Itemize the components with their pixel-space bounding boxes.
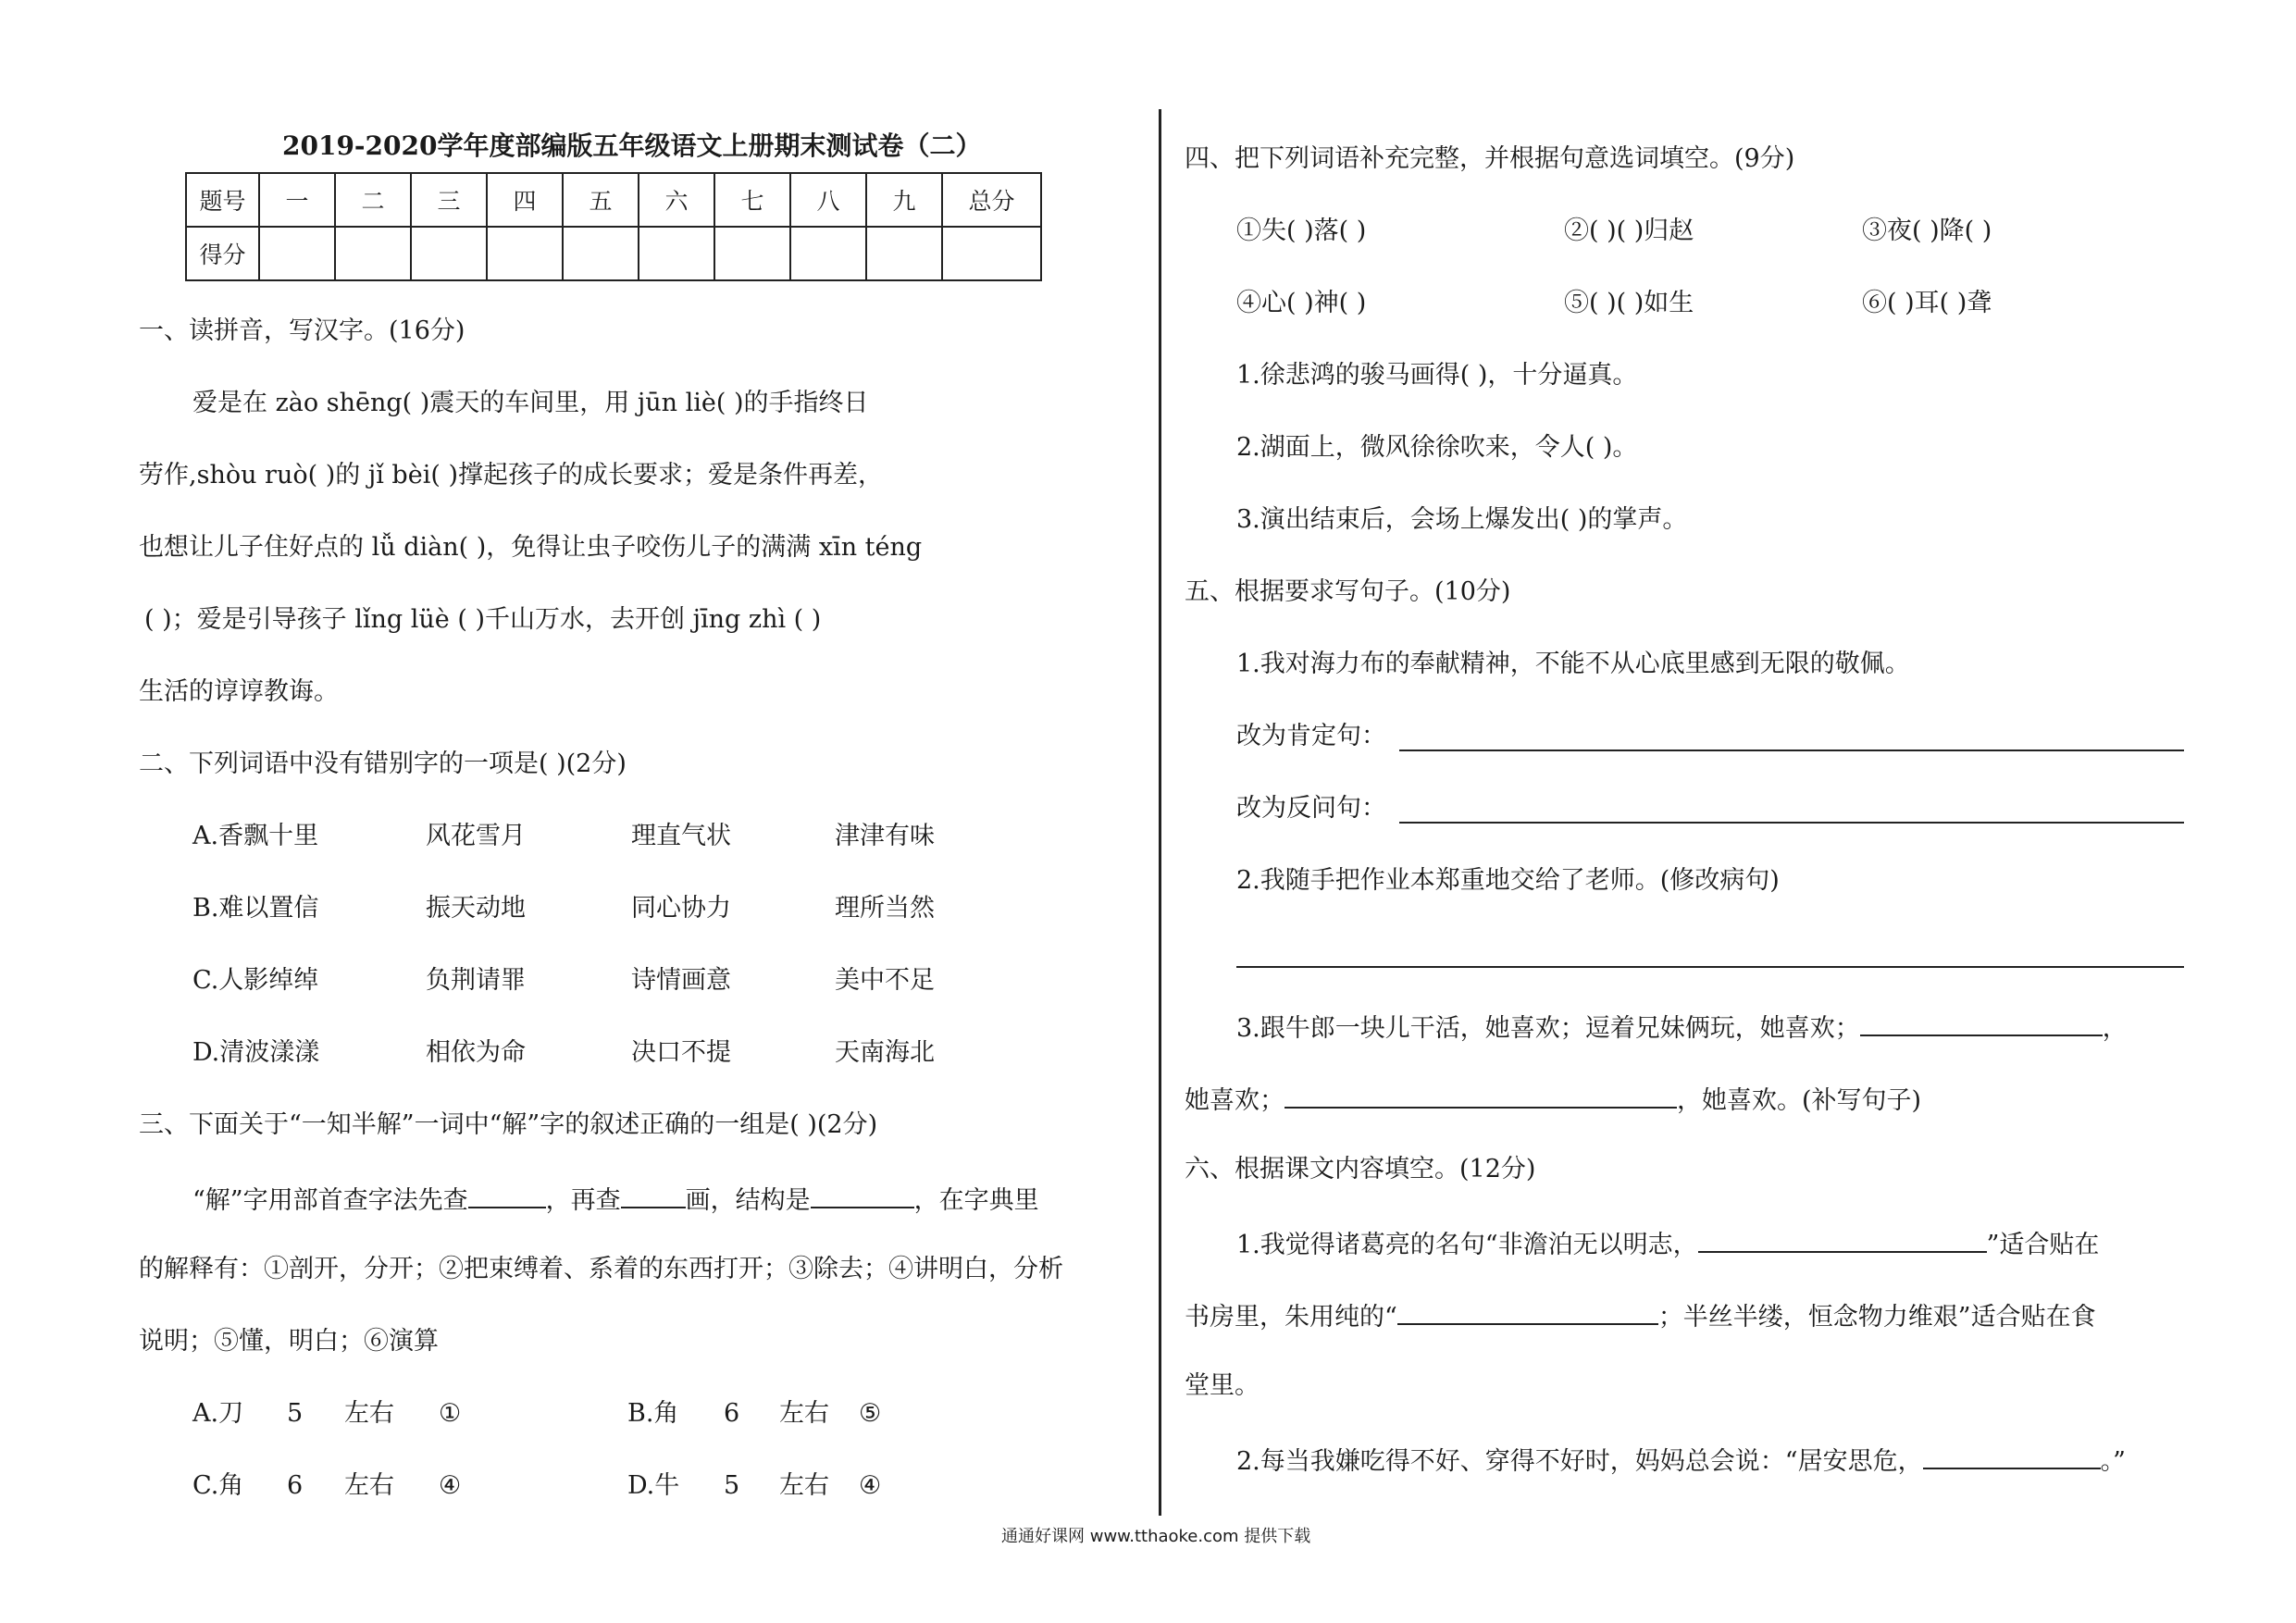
answer-blank[interactable] xyxy=(1923,1440,2101,1469)
s5-q3-text-c: 她喜欢； xyxy=(1185,1086,1285,1115)
score-table-score-row xyxy=(186,227,1041,280)
answer-blank[interactable] xyxy=(621,1179,686,1208)
answer-blank[interactable] xyxy=(811,1179,914,1208)
section-1-line-3: 也想让儿子住好点的 lǚ diàn( )，免得让虫子咬伤儿子的满满 xīn téng xyxy=(139,533,923,562)
score-col-2: 二 xyxy=(335,173,411,227)
section-2-heading: 二、下列词语中没有错别字的一项是( )(2分) xyxy=(139,750,627,778)
score-cell[interactable] xyxy=(714,227,790,280)
score-cell[interactable] xyxy=(487,227,563,280)
answer-line-rhetorical[interactable] xyxy=(1399,822,2184,824)
score-col-8: 八 xyxy=(790,173,866,227)
option-d-word-1: D.清波漾漾 xyxy=(192,1038,320,1067)
section-1-line-2: 劳作,shòu ruò( )的 jǐ bèi( )撑起孩子的成长要求；爱是条件再差， xyxy=(139,461,883,489)
option-b-word-2: 振天动地 xyxy=(426,894,526,923)
opt-b-structure: 左右 xyxy=(779,1399,829,1428)
opt-d-structure: 左右 xyxy=(779,1471,829,1500)
s4-item-4: ④心( )神( ) xyxy=(1236,289,1367,317)
s6-q1-text-b: ”适合贴在 xyxy=(1986,1231,2100,1259)
score-col-total: 总分 xyxy=(942,173,1041,227)
option-c-word-3: 诗情画意 xyxy=(631,966,731,995)
s3-text-a: “解”字用部首查字法先查 xyxy=(192,1186,468,1215)
opt-a-meaning: ① xyxy=(439,1399,462,1428)
s6-question-1-line-3: 堂里。 xyxy=(1185,1371,1260,1400)
s6-q1-text-a: 1.我觉得诸葛亮的名句“非澹泊无以明志， xyxy=(1236,1231,1698,1259)
score-table-header-row xyxy=(186,173,1041,227)
score-col-1: 一 xyxy=(259,173,335,227)
s4-question-2: 2.湖面上，微风徐徐吹来，令人( )。 xyxy=(1236,433,1638,462)
score-col-6: 六 xyxy=(639,173,714,227)
score-col-5: 五 xyxy=(563,173,639,227)
score-col-3: 三 xyxy=(411,173,487,227)
opt-a-structure: 左右 xyxy=(344,1399,394,1428)
score-cell[interactable] xyxy=(335,227,411,280)
score-header-label: 题号 xyxy=(186,173,259,227)
s5-q3-text-b: ， xyxy=(2102,1014,2128,1043)
s5-question-2: 2.我随手把作业本郑重地交给了老师。(修改病句) xyxy=(1236,866,1780,895)
score-col-4: 四 xyxy=(487,173,563,227)
answer-blank[interactable] xyxy=(1860,1007,2103,1036)
option-c-word-1: C.人影绰绰 xyxy=(192,966,319,995)
opt-b-meaning: ⑤ xyxy=(859,1399,882,1428)
section-3-line-1 xyxy=(192,1179,1039,1220)
s3-text-b: ，再查 xyxy=(545,1186,621,1215)
s5-question-1: 1.我对海力布的奉献精神，不能不从心底里感到无限的敬佩。 xyxy=(1236,650,1910,678)
section-1-line-5: 生活的谆谆教诲。 xyxy=(139,677,339,706)
s4-question-3: 3.演出结束后，会场上爆发出( )的掌声。 xyxy=(1236,505,1688,534)
option-d-word-3: 决口不提 xyxy=(631,1038,731,1067)
section-3-heading: 三、下面关于“一知半解”一词中“解”字的叙述正确的一组是( )(2分) xyxy=(139,1110,878,1139)
answer-line-affirmative[interactable] xyxy=(1399,750,2184,751)
opt-c-meaning: ④ xyxy=(439,1471,462,1500)
column-divider xyxy=(1159,109,1161,1516)
section-3-line-2: 的解释有：①剖开，分开；②把束缚着、系着的东西打开；③除去；④讲明白，分析 xyxy=(139,1255,1063,1283)
s5-q3-text-a: 3.跟牛郎一块儿干活，她喜欢；逗着兄妹俩玩，她喜欢； xyxy=(1236,1014,1860,1043)
option-d-word-2: 相依为命 xyxy=(426,1038,526,1067)
s6-question-1-line-2 xyxy=(1185,1295,2096,1336)
s5-question-3-line-1 xyxy=(1236,1007,2128,1047)
s4-item-5: ⑤( )( )如生 xyxy=(1564,289,1694,317)
s4-item-3: ③夜( )降( ) xyxy=(1862,217,1992,245)
option-b-word-1: B.难以置信 xyxy=(192,894,319,923)
s6-question-2 xyxy=(1236,1440,2126,1481)
opt-a-strokes: 5 xyxy=(287,1399,304,1428)
s5-q3-text-d: ，她喜欢。(补写句子) xyxy=(1677,1086,1922,1115)
s5-question-3-line-2 xyxy=(1185,1079,1921,1120)
option-a-word-4: 津津有味 xyxy=(835,822,935,850)
option-a-word-1: A.香飘十里 xyxy=(192,822,319,850)
score-cell[interactable] xyxy=(411,227,487,280)
page-title: 2019-2020学年度部编版五年级语文上册期末测试卷（二） xyxy=(282,130,982,161)
section-6-heading: 六、根据课文内容填空。(12分) xyxy=(1185,1155,1536,1183)
opt-c-structure: 左右 xyxy=(344,1471,394,1500)
opt-a-radical: A.刀 xyxy=(192,1399,244,1428)
option-a-word-2: 风花雪月 xyxy=(426,822,526,850)
s6-q1-text-c: 书房里，朱用纯的“ xyxy=(1185,1303,1397,1332)
score-col-7: 七 xyxy=(714,173,790,227)
s5-affirmative-label: 改为肯定句： xyxy=(1236,722,1386,750)
option-d-word-4: 天南海北 xyxy=(835,1038,935,1067)
footer-credit: 通通好课网 www.tthaoke.com 提供下载 xyxy=(1001,1527,1311,1546)
opt-b-strokes: 6 xyxy=(724,1399,740,1428)
section-3-line-3: 说明；⑤懂，明白；⑥演算 xyxy=(139,1327,439,1356)
score-cell-total[interactable] xyxy=(942,227,1041,280)
option-b-word-3: 同心协力 xyxy=(631,894,731,923)
option-b-word-4: 理所当然 xyxy=(835,894,935,923)
answer-blank[interactable] xyxy=(468,1179,546,1208)
score-row-label: 得分 xyxy=(186,227,259,280)
section-5-heading: 五、根据要求写句子。(10分) xyxy=(1185,577,1511,606)
score-col-9: 九 xyxy=(866,173,942,227)
score-cell[interactable] xyxy=(259,227,335,280)
opt-d-strokes: 5 xyxy=(724,1471,740,1500)
s4-question-1: 1.徐悲鸿的骏马画得( )，十分逼真。 xyxy=(1236,361,1638,390)
opt-b-radical: B.角 xyxy=(627,1399,679,1428)
answer-blank[interactable] xyxy=(1698,1223,1987,1253)
answer-line-correction[interactable] xyxy=(1236,966,2184,968)
s6-q1-text-d: ；半丝半缕，恒念物力维艰”适合贴在食 xyxy=(1657,1303,2096,1332)
s6-q2-text-a: 2.每当我嫌吃得不好、穿得不好时，妈妈总会说：“居安思危， xyxy=(1236,1447,1923,1476)
section-1-line-1: 爱是在 zào shēng( )震天的车间里，用 jūn liè( )的手指终日 xyxy=(192,389,869,417)
s3-text-c: 画，结构是 xyxy=(685,1186,811,1215)
score-cell[interactable] xyxy=(639,227,714,280)
opt-c-radical: C.角 xyxy=(192,1471,244,1500)
s5-rhetorical-label: 改为反问句： xyxy=(1236,794,1386,823)
option-c-word-4: 美中不足 xyxy=(835,966,935,995)
answer-blank[interactable] xyxy=(1397,1295,1658,1325)
score-cell[interactable] xyxy=(866,227,942,280)
answer-blank[interactable] xyxy=(1285,1079,1677,1109)
section-4-heading: 四、把下列词语补充完整，并根据句意选词填空。(9分) xyxy=(1185,144,1795,173)
s6-question-1-line-1 xyxy=(1236,1223,2099,1264)
s3-text-d: ，在字典里 xyxy=(913,1186,1039,1215)
s4-item-2: ②( )( )归赵 xyxy=(1564,217,1694,245)
option-a-word-3: 理直气状 xyxy=(631,822,731,850)
opt-d-radical: D.牛 xyxy=(627,1471,680,1500)
s6-q2-text-b: 。” xyxy=(2100,1447,2126,1476)
score-table xyxy=(185,172,1042,281)
score-cell[interactable] xyxy=(790,227,866,280)
option-c-word-2: 负荆请罪 xyxy=(426,966,526,995)
s4-item-1: ①失( )落( ) xyxy=(1236,217,1367,245)
section-1-line-4: ( )；爱是引导孩子 lǐng lüè ( )千山万水，去开创 jīng zhì ( ) xyxy=(144,605,822,634)
opt-c-strokes: 6 xyxy=(287,1471,304,1500)
s4-item-6: ⑥( )耳( )聋 xyxy=(1862,289,1992,317)
opt-d-meaning: ④ xyxy=(859,1471,882,1500)
score-cell[interactable] xyxy=(563,227,639,280)
section-1-heading: 一、读拼音，写汉字。(16分) xyxy=(139,316,465,345)
